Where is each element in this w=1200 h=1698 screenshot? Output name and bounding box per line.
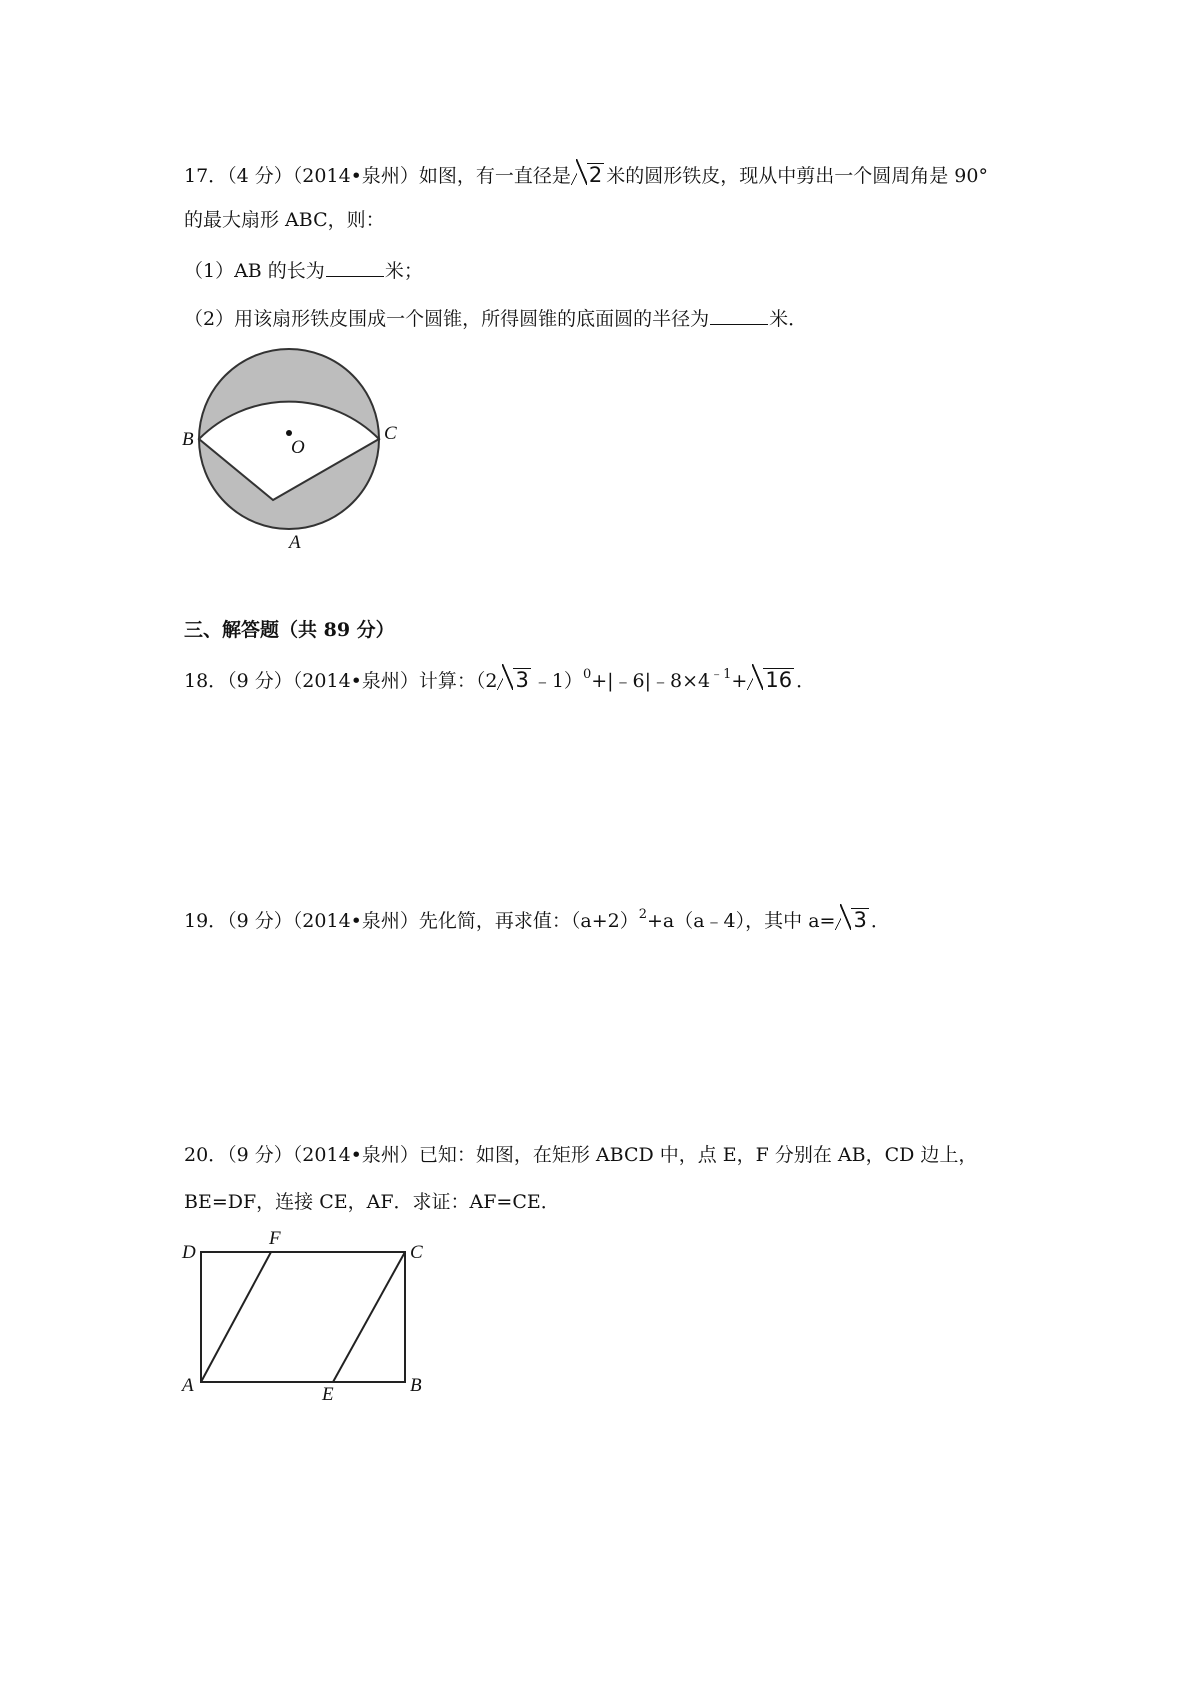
q18-text-c: +|﹣6|﹣8×4 xyxy=(591,670,711,692)
q17-line2: 的最大扇形 ABC，则： xyxy=(184,209,385,231)
label-a: A xyxy=(289,532,301,553)
label-e: E xyxy=(322,1384,334,1405)
label-o: O xyxy=(291,437,305,458)
q20-line1: 20．（9 分）（2014•泉州）已知：如图，在矩形 ABCD 中，点 E，F 分别在 AB，CD 边上， xyxy=(184,1144,978,1166)
q20-line2: BE=DF，连接 CE，AF．求证：AF=CE． xyxy=(184,1191,560,1213)
label-b: B xyxy=(182,429,194,450)
label-b: B xyxy=(410,1375,422,1396)
q18-line xyxy=(184,668,815,691)
q18-radicand-1: 3 xyxy=(515,668,529,692)
q18-text-b: ﹣1） xyxy=(532,670,583,692)
q18-radicand-2: 16 xyxy=(765,668,793,692)
q18-text-a: 18．（9 分）（2014•泉州）计算：（2 xyxy=(184,670,498,692)
center-point-o xyxy=(286,430,292,436)
q17-radicand: 2 xyxy=(588,163,603,187)
q17-line1 xyxy=(184,163,988,186)
q17-line3 xyxy=(184,258,423,281)
answer-blank-2 xyxy=(710,306,768,325)
q17-line1-text-b: 米的圆形铁皮，现从中剪出一个圆周角是 90° xyxy=(606,165,988,187)
label-d: D xyxy=(182,1242,196,1263)
q17-line3-text-a: （1）AB 的长为 xyxy=(184,260,325,282)
q17-line1-text-a: 17．（4 分）（2014•泉州）如图，有一直径是 xyxy=(184,165,571,187)
q19-exponent: 2 xyxy=(638,907,647,922)
q18-text-e: ． xyxy=(796,670,816,692)
sqrt-symbol xyxy=(497,668,530,691)
label-c: C xyxy=(410,1242,423,1263)
sqrt-symbol xyxy=(571,163,604,186)
label-c: C xyxy=(384,423,397,444)
q18-exponent-2: ﹣1 xyxy=(710,667,732,682)
q19-line xyxy=(184,908,890,931)
section-3-title: 三、解答题（共 89 分） xyxy=(184,619,395,641)
q19-text-c: ． xyxy=(870,910,890,932)
q17-line4-text-b: 米． xyxy=(769,308,808,330)
q18-text-d: + xyxy=(731,670,748,692)
q17-line3-text-b: 米； xyxy=(384,260,423,282)
q20-rectangle-figure xyxy=(176,1228,436,1408)
label-f: F xyxy=(269,1228,281,1249)
q19-text-b: +a（a﹣4），其中 a= xyxy=(646,910,836,932)
q19-text-a: 19．（9 分）（2014•泉州）先化简，再求值：（a+2） xyxy=(184,910,639,932)
q19-radicand: 3 xyxy=(853,908,867,932)
q17-line4-text-a: （2）用该扇形铁皮围成一个圆锥，所得圆锥的底面圆的半径为 xyxy=(184,308,710,330)
q17-line4 xyxy=(184,306,807,329)
label-a: A xyxy=(182,1375,194,1396)
sqrt-symbol xyxy=(747,668,794,691)
sqrt-symbol xyxy=(835,908,868,931)
q18-exponent-1: 0 xyxy=(582,667,592,682)
answer-blank-1 xyxy=(326,258,384,277)
segment-af xyxy=(201,1252,271,1382)
segment-ce xyxy=(333,1252,405,1382)
rectangle-abcd xyxy=(201,1252,405,1382)
q17-circle-sector-figure xyxy=(176,336,406,562)
